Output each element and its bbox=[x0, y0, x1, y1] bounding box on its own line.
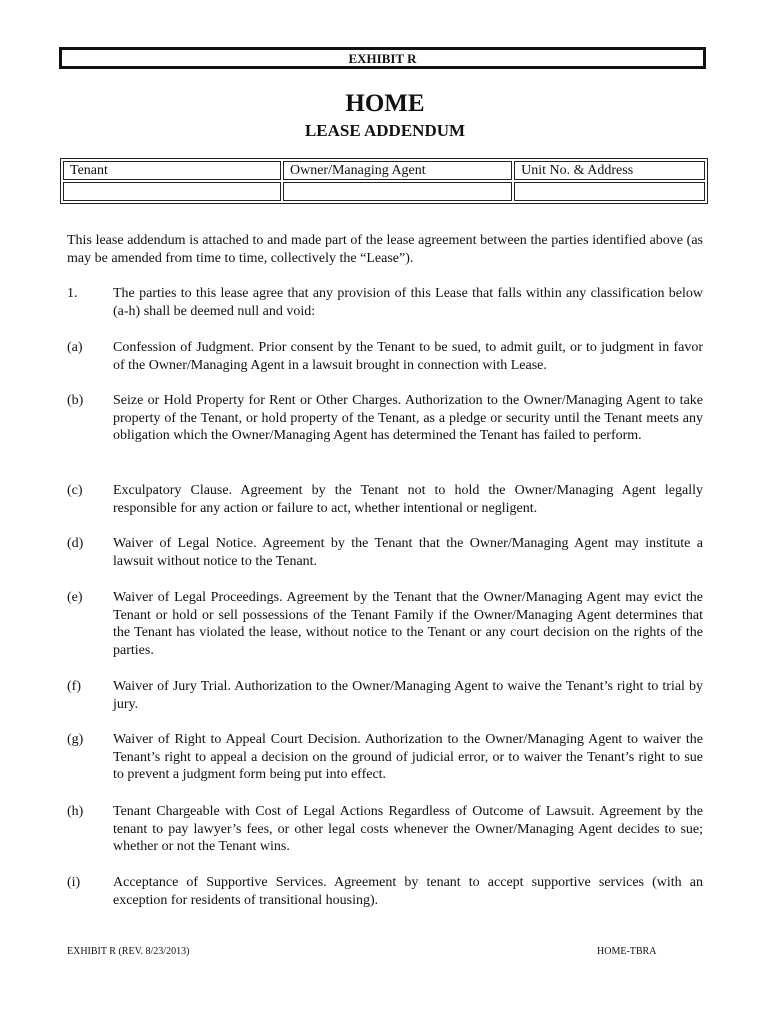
exhibit-label: EXHIBIT R bbox=[348, 51, 417, 66]
item-text: Seize or Hold Property for Rent or Other Charges. Authorization to the Owner/Managing Agent to take property of the Tenant, or hold property of the Tenant, as a pledge or security until the Tenant meets any obligation which the Owner/Managing Agent has determined the Tenant has failed to perform. bbox=[113, 393, 703, 444]
document-subtitle: LEASE ADDENDUM bbox=[304, 121, 466, 140]
item-text: Exculpatory Clause. Agreement by the Tenant not to hold the Owner/Managing Agent legally responsible for any action or failure to act, whether intentional or negligent. bbox=[113, 483, 703, 516]
document-title: HOME bbox=[345, 90, 425, 117]
parties-value-row bbox=[63, 182, 705, 201]
item-marker: (h) bbox=[67, 804, 84, 819]
item-text: Acceptance of Supportive Services. Agreement by tenant to accept supportive services (with an exception for residents of transitional housing). bbox=[113, 875, 703, 908]
item-text: The parties to this lease agree that any provision of this Lease that falls within any classification below (a-h) shall be deemed null and void: bbox=[113, 286, 703, 319]
item-text: Waiver of Legal Proceedings. Agreement by the Tenant that the Owner/Managing Agent may evict the Tenant or hold or sell possessions of the Tenant Family if the Owner/Managing Agent determines that the Tenant has violated the lease, without notice to the Tenant or any court decision on the rights of the parties. bbox=[113, 590, 703, 658]
item-marker: 1. bbox=[67, 286, 78, 301]
item-marker: (i) bbox=[67, 875, 81, 890]
unit-value-field[interactable] bbox=[514, 182, 705, 201]
item-marker: (g) bbox=[67, 732, 84, 747]
intro-paragraph: This lease addendum is attached to and made part of the lease agreement between the parties identified above (as may be amended from time to time, collectively the “Lease”). bbox=[67, 233, 703, 266]
item-marker: (f) bbox=[67, 679, 81, 694]
parties-table bbox=[60, 158, 708, 204]
exhibit-header-box bbox=[59, 47, 706, 69]
owner-header-cell: Owner/Managing Agent bbox=[283, 161, 512, 180]
item-marker: (a) bbox=[67, 340, 83, 355]
item-text: Confession of Judgment. Prior consent by the Tenant to be sued, to admit guilt, or to judgment in favor of the Owner/Managing Agent in a lawsuit brought in connection with Lease. bbox=[113, 340, 703, 373]
footer-revision: EXHIBIT R (REV. 8/23/2013) bbox=[67, 946, 190, 957]
item-text: Waiver of Right to Appeal Court Decision. Authorization to the Owner/Managing Agent to waiver the Tenant’s right to appeal a decision on the ground of judicial error, or to waiver the Tenant’s right to sue to prevent a judgment form being put into effect. bbox=[113, 732, 703, 783]
unit-header-cell: Unit No. & Address bbox=[514, 161, 705, 180]
item-marker: (d) bbox=[67, 536, 84, 551]
parties-header-row bbox=[63, 161, 705, 180]
item-marker: (e) bbox=[67, 590, 83, 605]
item-marker: (c) bbox=[67, 483, 83, 498]
item-text: Tenant Chargeable with Cost of Legal Actions Regardless of Outcome of Lawsuit. Agreement by the tenant to pay lawyer’s fees, or other legal costs whenever the Owner/Managing Agent decides to sue; whether or not the Tenant wins. bbox=[113, 804, 703, 855]
tenant-value-field[interactable] bbox=[63, 182, 281, 201]
tenant-header-cell: Tenant bbox=[63, 161, 281, 180]
owner-value-field[interactable] bbox=[283, 182, 512, 201]
item-marker: (b) bbox=[67, 393, 84, 408]
footer-program: HOME-TBRA bbox=[597, 946, 657, 957]
item-text: Waiver of Legal Notice. Agreement by the Tenant that the Owner/Managing Agent may institute a lawsuit without notice to the Tenant. bbox=[113, 536, 703, 569]
item-text: Waiver of Jury Trial. Authorization to the Owner/Managing Agent to waive the Tenant’s right to trial by jury. bbox=[113, 679, 703, 712]
